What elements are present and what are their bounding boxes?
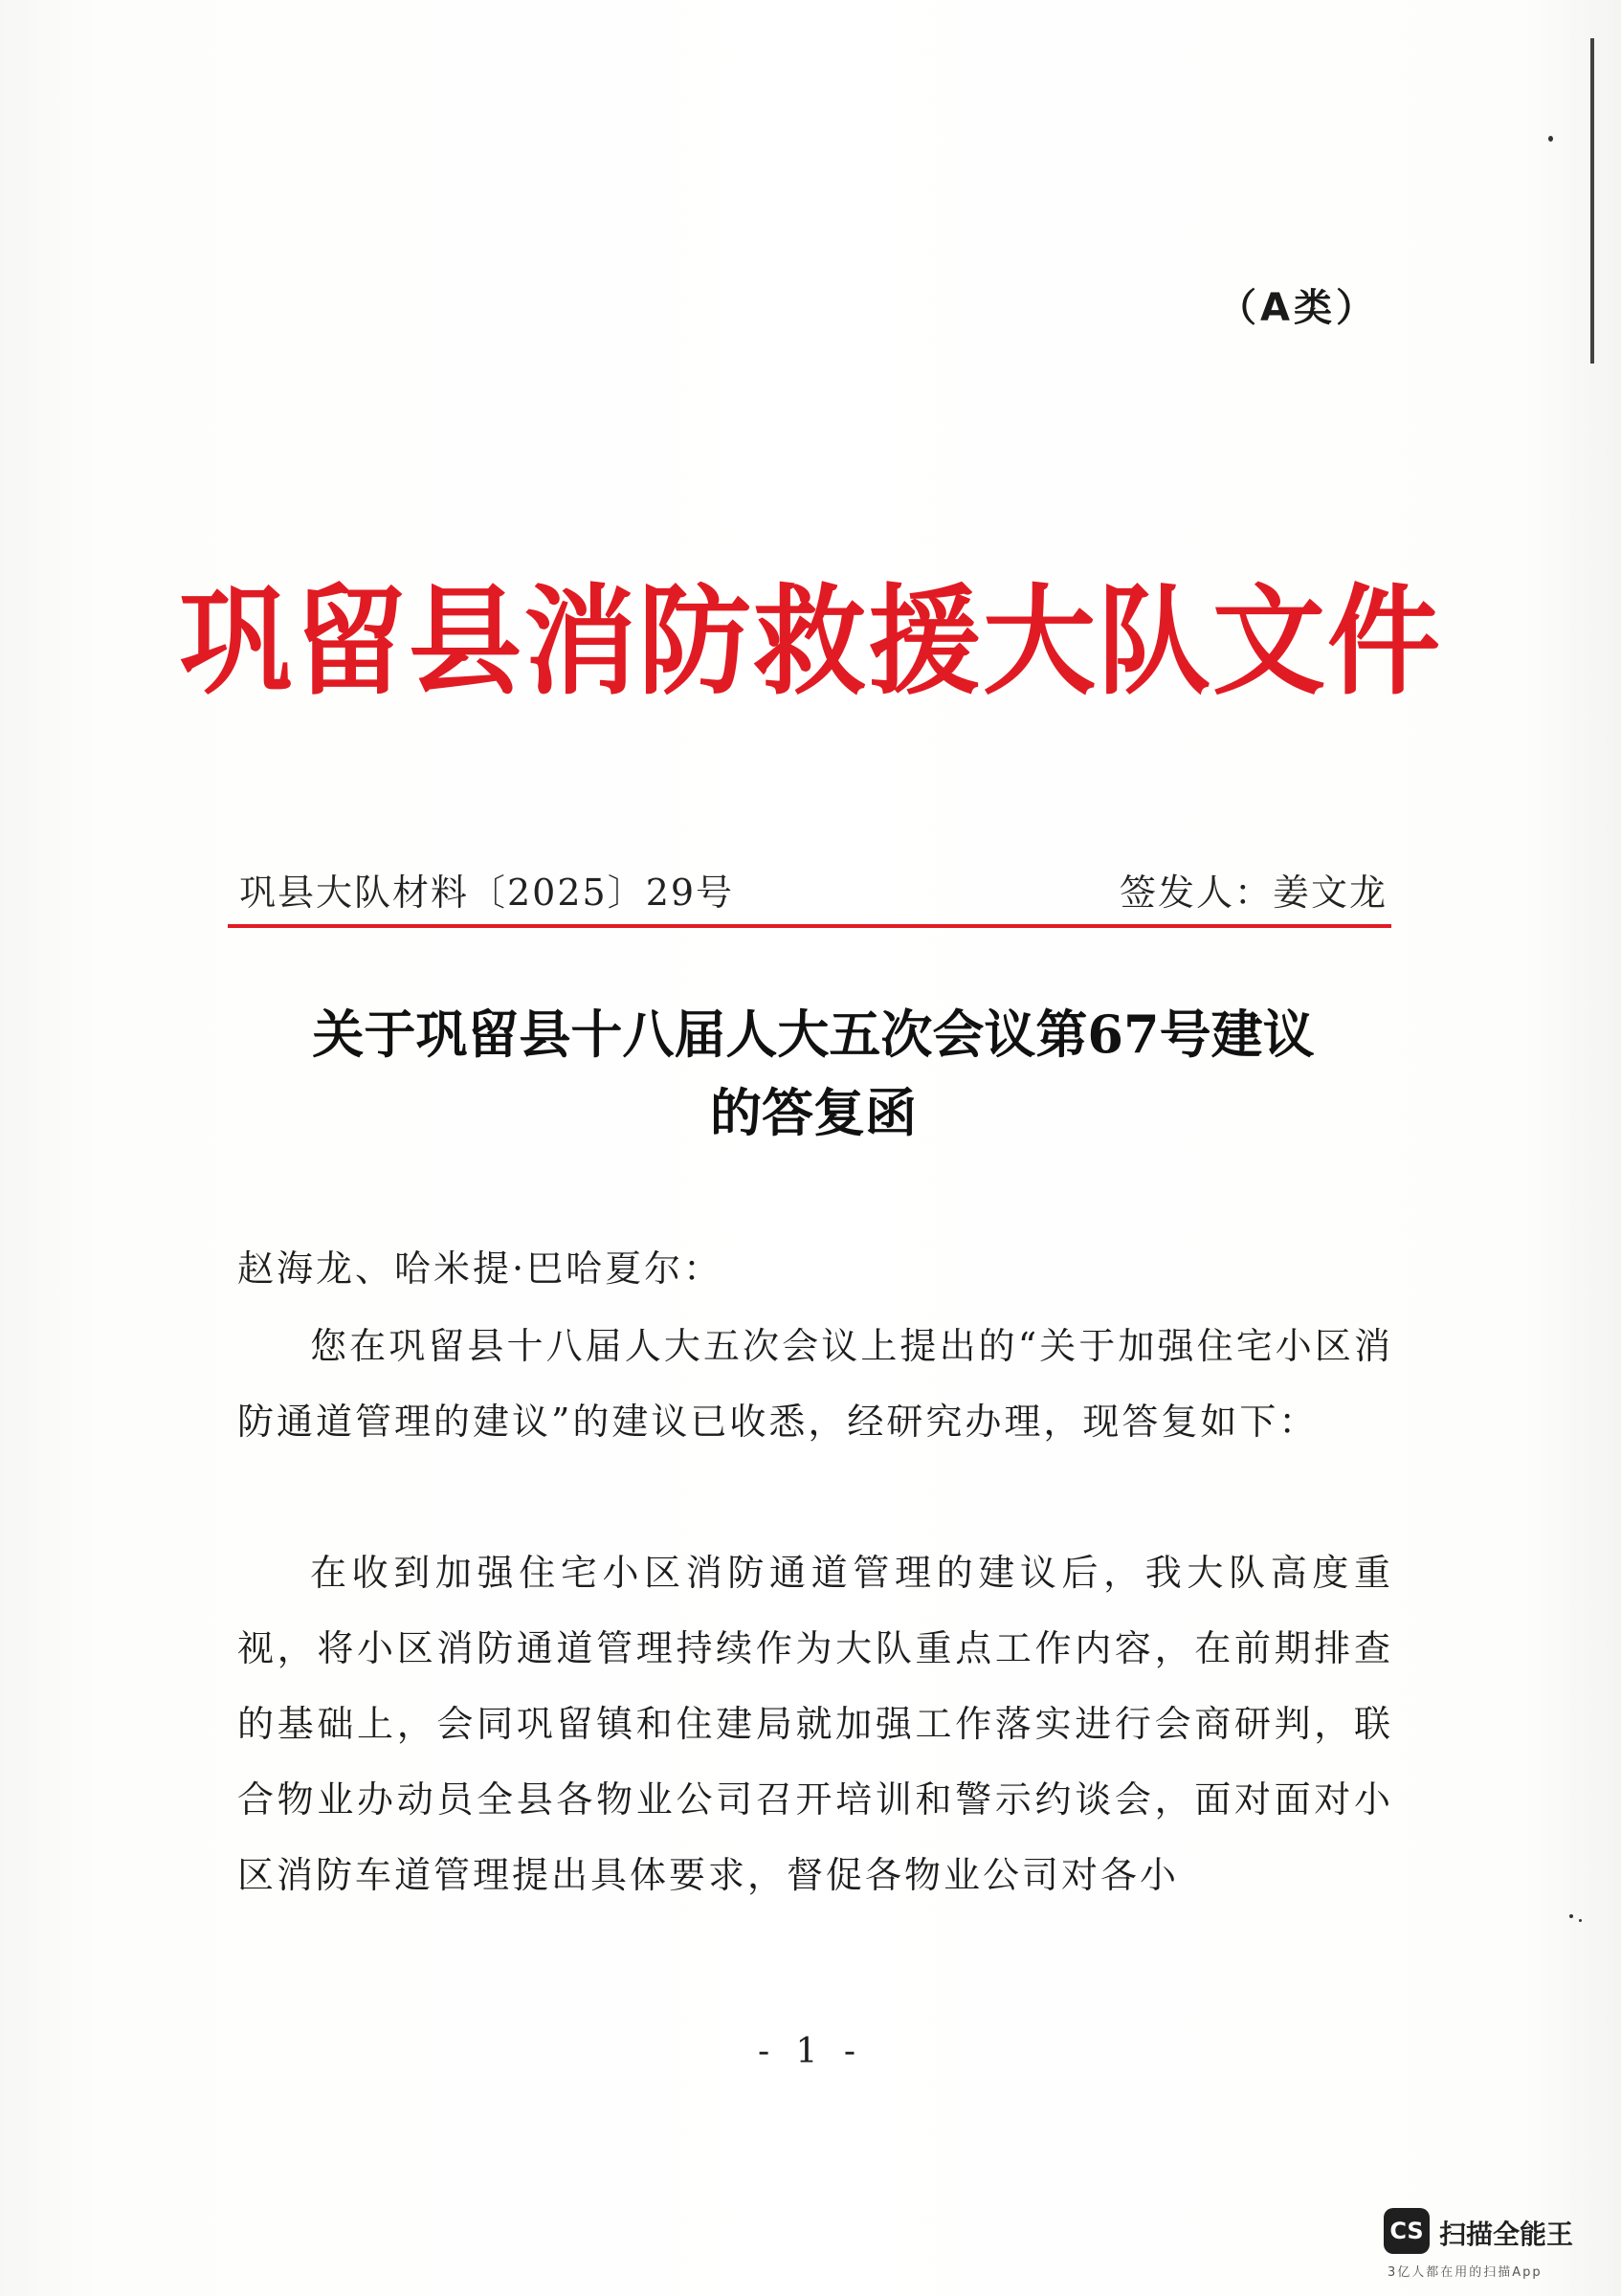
scan-speck [1579, 1919, 1582, 1922]
body-paragraph-1: 您在巩留县十八届人大五次会议上提出的“关于加强住宅小区消防通道管理的建议”的建议已收悉，经研究办理，现答复如下： [237, 1325, 1393, 1443]
signer: 签发人：姜文龙 [1119, 872, 1388, 914]
document-meta-row [239, 863, 1388, 920]
camscanner-logo-icon: CS [1384, 2208, 1430, 2254]
letter-title [239, 995, 1388, 1152]
page-number: - 1 - [757, 2032, 864, 2071]
issuer-title: 巩留县消防救援大队文件 [178, 572, 1442, 711]
document-number: 巩县大队材料〔2025〕29号 [239, 872, 735, 914]
scan-edge-line [1590, 38, 1594, 364]
scanner-watermark [1384, 2208, 1594, 2285]
scan-speck [1569, 1914, 1573, 1918]
watermark-app-name: 扫描全能王 [1439, 2219, 1574, 2250]
letter-title-line-2: 的答复函 [710, 1082, 917, 1143]
scan-speck [1548, 136, 1553, 142]
salutation: 赵海龙、哈米提·巴哈夏尔： [237, 1247, 723, 1290]
body-paragraph-2: 在收到加强住宅小区消防通道管理的建议后，我大队高度重视，将小区消防通道管理持续作为大队重点工作内容，在前期排查的基础上，会同巩留镇和住建局就加强工作落实进行会商研判，联合物业办动员全县各物业公司召开培训和警示约谈会，面对面对小区消防车道管理提出具体要求，督促各物业公司对各小 [237, 1552, 1393, 1896]
document-classification: （A类） [1218, 286, 1378, 330]
red-separator-line [228, 924, 1391, 928]
letter-title-line-1: 关于巩留县十八届人大五次会议第67号建议 [312, 1004, 1315, 1065]
watermark-tagline: 3亿人都在用的扫描App [1388, 2265, 1543, 2280]
